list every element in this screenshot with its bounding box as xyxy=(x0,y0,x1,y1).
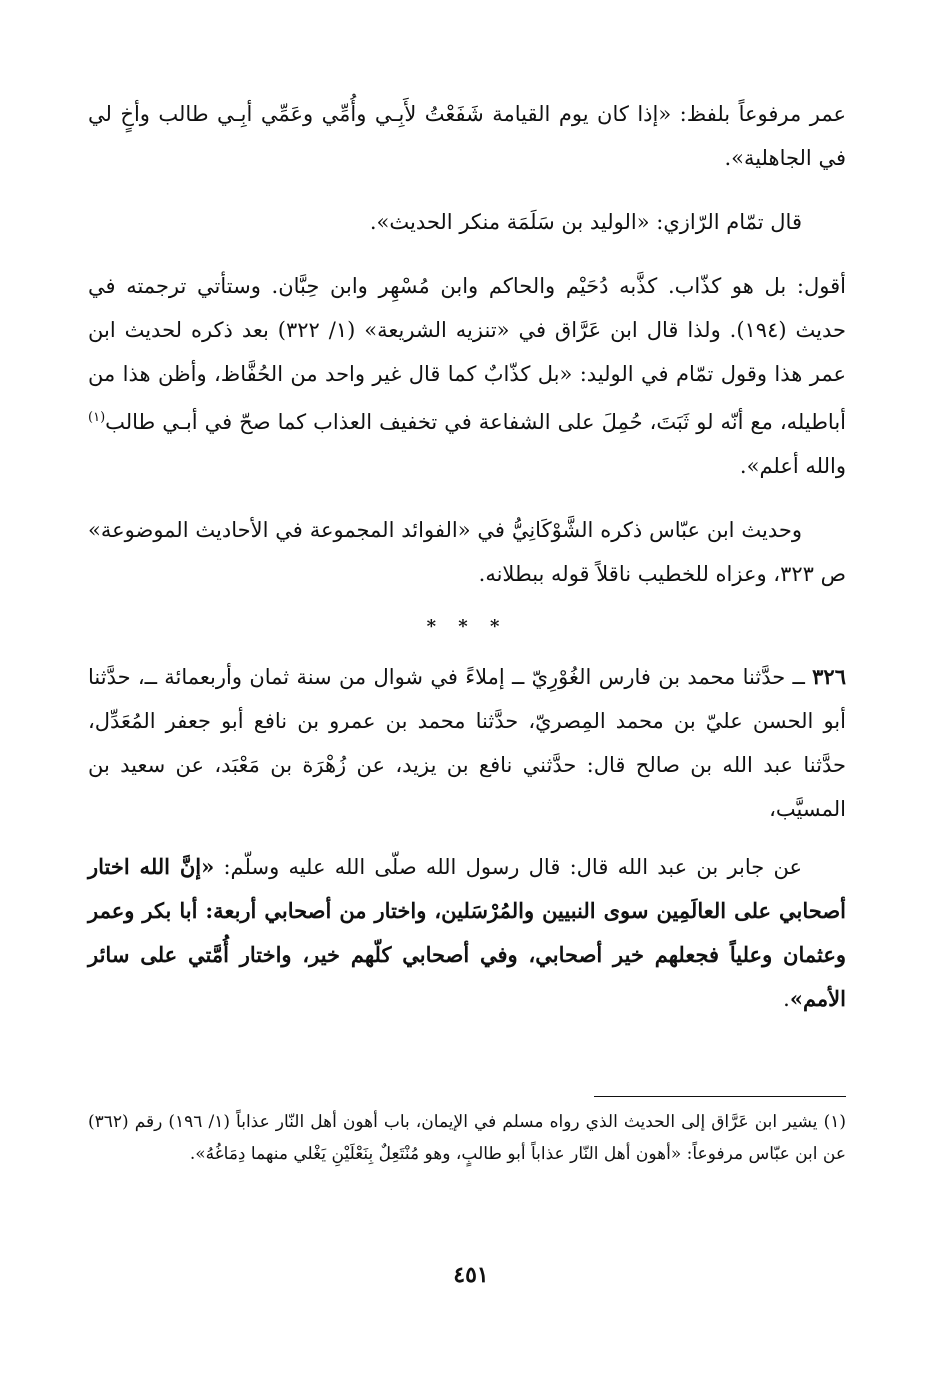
paragraph-3-end: والله أعلم». xyxy=(739,454,846,478)
hadith-end: . xyxy=(783,987,790,1011)
paragraph-4: وحديث ابن عبّاس ذكره الشَّوْكَانِيُّ في «الفوائد المجموعة في الأحاديث الموضوعة» ص ٣٢٣، وعزاه للخطيب ناقلاً قوله ببطلانه. xyxy=(88,518,846,586)
paragraph-3-text: أقول: بل هو كذّاب. كذَّبه دُحَيْم والحاكم وابن مُسْهِر وابن حِبَّان. وستأتي ترجمته في حديث (١٩٤). ولذا قال ابن عَرَّاق في «تنزيه الشريعة» (١/ ٣٢٢) بعد ذكره لحديث ابن عمر هذا وقول تمّام في الوليد: «بل كذّابٌ كما قال غير واحد من الحُفَّاظ، وأظن هذا من أباطيله، مع أنّه لو ثَبَتَ، حُمِلَ على الشفاعة في تخفيف العذاب كما صحّ في أبـي طالب xyxy=(88,274,846,434)
hadith-intro: عن جابر بن عبد الله قال: قال رسول الله صلّى الله عليه وسلّم: xyxy=(214,855,802,879)
footnote-divider xyxy=(594,1096,846,1097)
section-separator: * * * xyxy=(426,616,508,637)
paragraph-3 xyxy=(88,264,846,488)
page-body xyxy=(88,92,846,1041)
hadith-number: ٣٢٦ xyxy=(812,664,846,689)
hadith-paragraph xyxy=(88,655,846,831)
hadith-chain: ــ حدَّثنا محمد بن فارس الغُوْرِيّ ــ إملاءً في شوال من سنة ثمان وأربعمائة ــ، حدَّثنا أبو الحسن عليّ بن محمد المِصريّ، حدَّثنا محمد بن عمرو بن نافع أبو جعفر المُعَدِّل، حدَّثنا عبد الله بن صالح قال: حدَّثني نافع بن يزيد، عن زُهْرَة بن مَعْبَد، عن سعيد بن المسيَّب، xyxy=(88,665,846,821)
footnote: (١) يشير ابن عَرَّاق إلى الحديث الذي رواه مسلم في الإيمان، باب أهون أهل النّار عذاباً (١/ ١٩٦) رقم (٣٦٢) عن ابن عبّاس مرفوعاً: «أهون أهل النّار عذاباً أبو طالبٍ، وهو مُنْتَعِلٌ بِنَعْلَيْنِ يَغْلي منهما دِمَاغُهُ». xyxy=(88,1112,846,1164)
paragraph-2: قال تمّام الرّازي: «الوليد بن سَلَمَة منكر الحديث». xyxy=(369,210,802,234)
footnote-reference[interactable]: (١) xyxy=(88,410,106,425)
hadith-matn: «إنَّ الله اختار أصحابي على العالَمِين سوى النبيين والمُرْسَلين، واختار من أصحابي أربعة: أبا بكر وعمر وعثمان وعلياً فجعلهم خير أصحابي، وفي أصحابي كلّهم خير، واختار أُمَّتي على سائر الأمم» xyxy=(88,854,846,1011)
hadith-text-paragraph xyxy=(88,845,846,1021)
page-number: ٤٥١ xyxy=(453,1262,489,1288)
paragraph-1: عمر مرفوعاً بلفظ: «إذا كان يوم القيامة شَفَعْتُ لأَبِـي وأُمِّي وعَمِّي أبِـي طالب وأخٍ لي في الجاهلية». xyxy=(88,102,846,170)
